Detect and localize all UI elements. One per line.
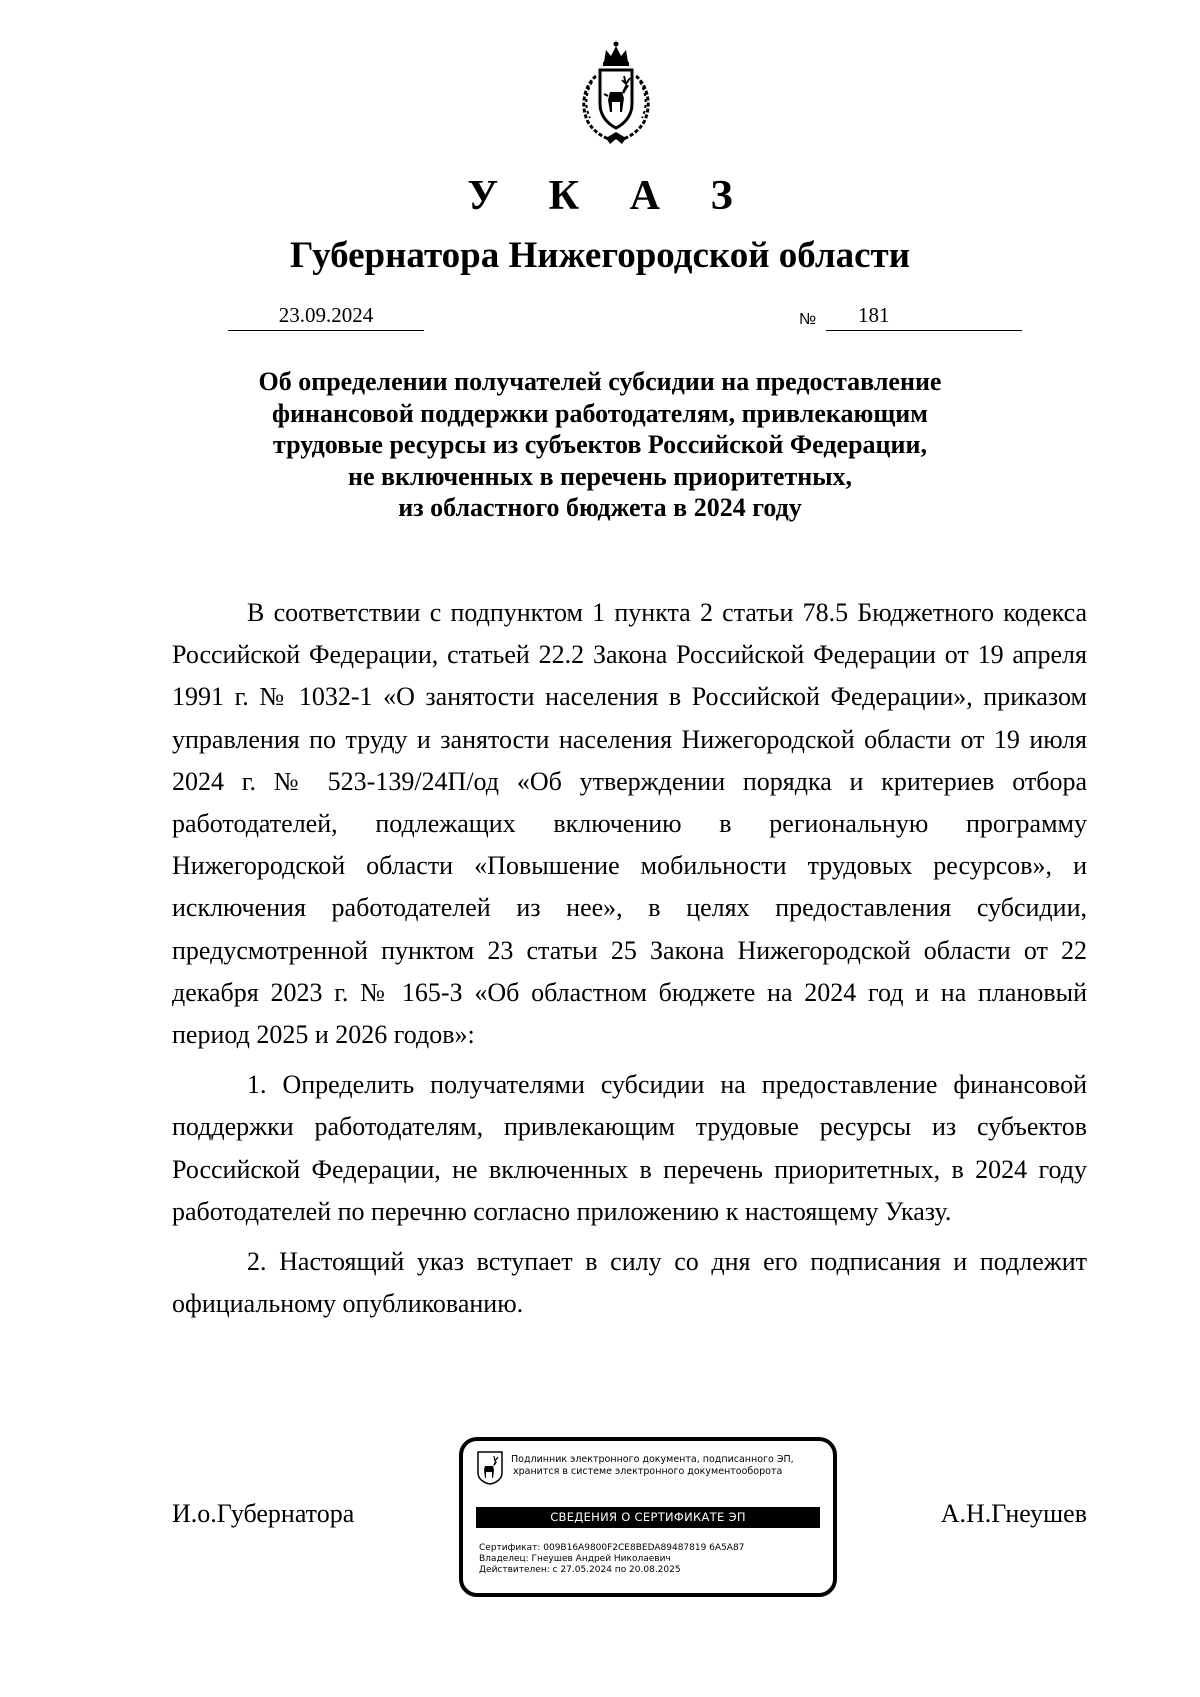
document-number-field: [826, 302, 1022, 331]
document-number: 181: [858, 303, 890, 327]
signatory-name: А.Н.Гнеушев: [940, 1499, 1087, 1528]
document-type-title: У К А З: [467, 173, 753, 219]
document-date: 23.09.2024: [228, 302, 424, 331]
heading-line: из областного бюджета в 2024 году: [398, 493, 802, 522]
stamp-header-line: хранится в системе электронного документооборота: [513, 1466, 783, 1477]
document-issuer-title: Губернатора Нижегородской области: [289, 235, 911, 276]
coat-of-arms-icon: [566, 40, 666, 145]
heading-line: Об определении получателей субсидии на предоставление: [258, 367, 942, 396]
heading-line: трудовые ресурсы из субъектов Российской Федерации,: [273, 430, 927, 459]
item-1-paragraph: 1. Определить получателями субсидии на предоставление финансовой поддержки работодателям, привлекающим трудовые ресурсы из субъектов Российской Федерации, не включенных в перечень приоритетных, в 2024 году работодателей по перечню согласно приложению к настоящему Указу.: [172, 1070, 1087, 1226]
heading-line: не включенных в перечень приоритетных,: [347, 461, 853, 491]
document-body: [172, 592, 1087, 1333]
electronic-signature-stamp: [459, 1437, 837, 1597]
document-heading: [150, 366, 1050, 524]
certificate-validity: Действителен: с 27.05.2024 по 20.08.2025: [479, 1565, 681, 1575]
heading-line: финансовой поддержки работодателям, привлекающим: [272, 398, 928, 428]
stamp-details: [479, 1543, 744, 1576]
document-number-label: №: [799, 311, 817, 328]
stamp-header: [511, 1454, 827, 1478]
signatory-position: И.о.Губернатора: [172, 1499, 355, 1528]
item-2-paragraph: 2. Настоящий указ вступает в силу со дня его подписания и подлежит официальному опубликованию.: [172, 1247, 1087, 1319]
stamp-banner: СВЕДЕНИЯ О СЕРТИФИКАТЕ ЭП: [476, 1507, 820, 1528]
deer-emblem-icon: [477, 1451, 503, 1485]
stamp-header-line: Подлинник электронного документа, подписанного ЭП,: [511, 1454, 794, 1465]
preamble-paragraph: В соответствии с подпунктом 1 пункта 2 статьи 78.5 Бюджетного кодекса Российской Федерации, статьей 22.2 Закона Российской Федерации от 19 апреля 1991 г. № 1032-1 «О занятости населения в Российской Федерации», приказом управления по труду и занятости населения Нижегородской области от 19 июля 2024 г. № 523-139/24П/од «Об утверждении порядка и критериев отбора работодателей, подлежащих включению в региональную программу Нижегородской области «Повышение мобильности трудовых ресурсов», и исключения работодателей из нее», в целях предоставления субсидии, предусмотренной пунктом 23 статьи 25 Закона Нижегородской области от 22 декабря 2023 г. № 165-З «Об областном бюджете на 2024 год и на плановый период 2025 и 2026 годов»:: [172, 598, 1087, 1050]
certificate-owner: Владелец: Гнеушев Андрей Николаевич: [479, 1554, 671, 1564]
certificate-id: Сертификат: 009B16A9800F2CE8BEDA89487819 6A5A87: [479, 1543, 745, 1553]
